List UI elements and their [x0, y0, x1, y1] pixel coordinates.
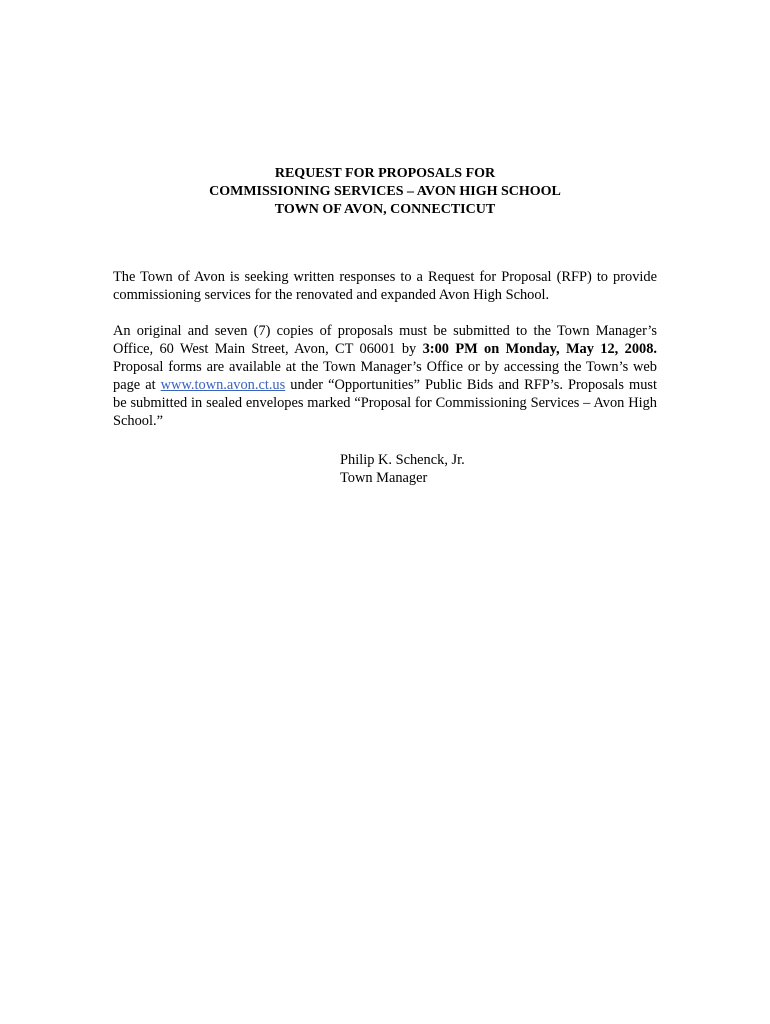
title-line-1: REQUEST FOR PROPOSALS FOR	[274, 166, 496, 181]
submission-text-part1: An original and seven (7) copies of proposals must be submitted to the Town Manager’s Office, 60 West Main Street, Avon, CT 06001 by	[113, 323, 657, 358]
signatory-title: Town Manager	[340, 470, 428, 486]
submission-paragraph	[113, 322, 657, 430]
signatory-name: Philip K. Schenck, Jr.	[340, 452, 465, 468]
document-title	[0, 165, 770, 219]
submission-deadline: 3:00 PM on Monday, May 12, 2008.	[422, 341, 657, 358]
town-website-link[interactable]: www.town.avon.ct.us	[160, 377, 286, 394]
title-line-3: TOWN OF AVON, CONNECTICUT	[274, 202, 496, 217]
title-line-2: COMMISSIONING SERVICES – AVON HIGH SCHOOL	[209, 184, 561, 199]
submission-text-part2: Proposal forms are available at the Town Manager’s Office or by accessing the Town’s web page at	[113, 359, 657, 394]
signature-block	[340, 451, 465, 487]
submission-text-part3: under “Opportunities” Public Bids and RFP’s. Proposals must be submitted in sealed envelopes marked “Proposal for Commissioning Services – Avon High School.”	[113, 377, 658, 430]
intro-paragraph: The Town of Avon is seeking written responses to a Request for Proposal (RFP) to provide commissioning services for the renovated and expanded Avon High School.	[113, 269, 657, 304]
